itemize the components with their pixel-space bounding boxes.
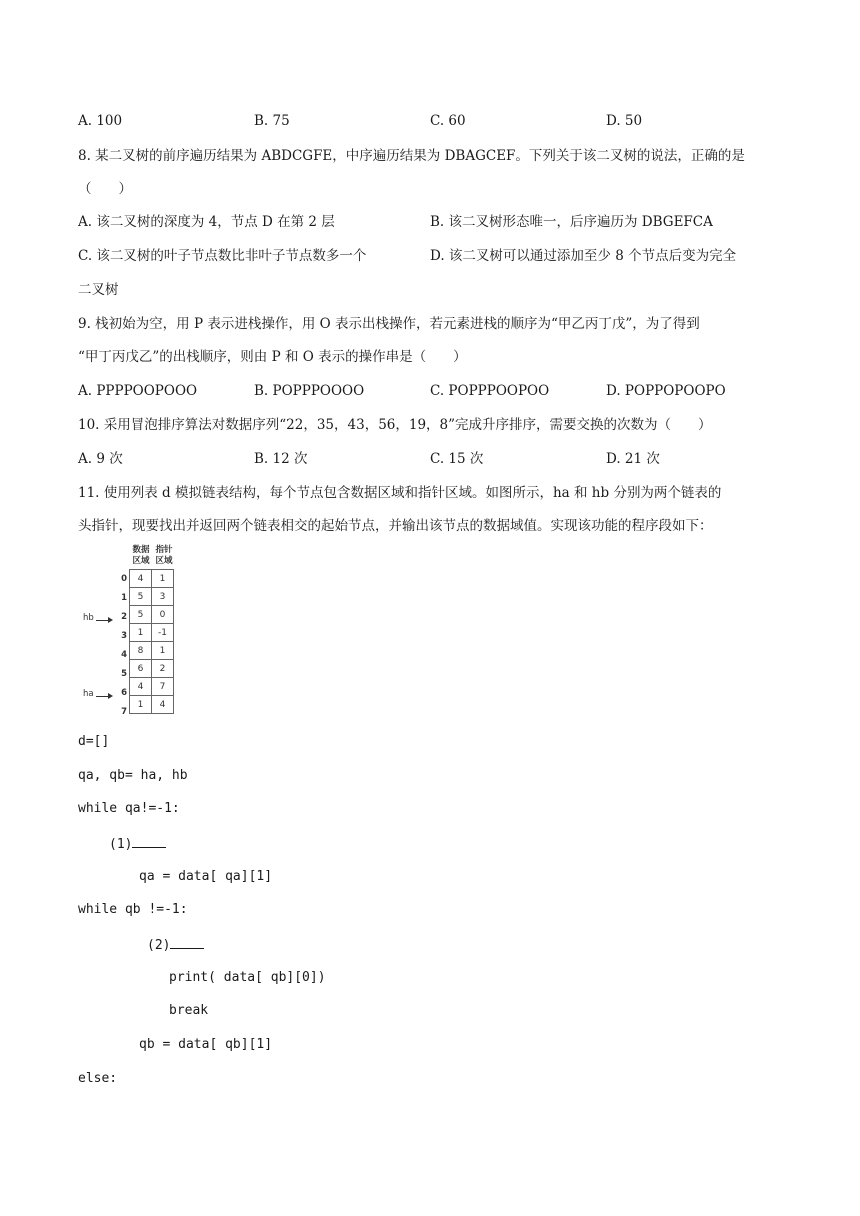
data-column-header-line-2: 区域 (132, 556, 150, 566)
q9-stem-line-2: “甲丁丙戊乙”的出栈顺序，则由 P 和 O 表示的操作串是（ ） (78, 349, 467, 365)
code-line: qa, qb= ha, hb (78, 768, 188, 783)
hb-arrow-icon (96, 620, 111, 621)
pointer-cell: 7 (152, 678, 174, 696)
q7-option-c: C. 60 (430, 113, 466, 129)
pointer-column-header-line-2: 区域 (155, 556, 173, 566)
table-row (130, 588, 174, 606)
table-row (130, 606, 174, 624)
data-cell: 1 (130, 696, 152, 714)
code-line: qb = data[ qb][1] (139, 1037, 273, 1052)
linked-list-table (129, 569, 174, 714)
blank-label-2: (2) (147, 938, 171, 953)
table-row (130, 678, 174, 696)
table-row (130, 570, 174, 588)
q9-option-b: B. POPPPOOOO (254, 383, 365, 399)
q10-option-c: C. 15 次 (430, 451, 484, 467)
data-cell: 1 (130, 624, 152, 642)
pointer-column-header (153, 545, 175, 567)
data-cell: 8 (130, 642, 152, 660)
code-line: qa = data[ qa][1] (139, 869, 273, 884)
table-row (130, 642, 174, 660)
code-line: print( data[ qb][0]) (169, 970, 326, 985)
code-line: d=[] (78, 734, 110, 749)
data-cell: 4 (130, 570, 152, 588)
q7-option-a: A. 100 (78, 113, 123, 129)
table-row (130, 624, 174, 642)
index-label: 0 (121, 574, 127, 584)
q11-stem-line-1: 11. 使用列表 d 模拟链表结构，每个节点包含数据区域和指针区域。如图所示，ha 和 hb 分别为两个链表的 (78, 485, 722, 501)
q7-option-d: D. 50 (606, 113, 643, 129)
data-cell: 6 (130, 660, 152, 678)
pointer-cell: -1 (152, 624, 174, 642)
pointer-cell: 1 (152, 570, 174, 588)
index-label: 6 (121, 688, 127, 698)
q10-option-b: B. 12 次 (254, 451, 308, 467)
index-label: 7 (121, 707, 127, 717)
ha-pointer-label: ha (83, 689, 94, 699)
code-blank-line-2 (147, 934, 204, 956)
index-label: 4 (121, 650, 127, 660)
q8-stem-line-2: （ ） (78, 181, 132, 197)
q9-option-a: A. PPPPOOPOOO (78, 383, 198, 399)
data-column-header-line-1: 数据 (132, 545, 150, 555)
index-label: 2 (121, 612, 127, 622)
q8-option-b: B. 该二叉树形态唯一，后序遍历为 DBGEFCA (430, 214, 713, 230)
data-cell: 5 (130, 606, 152, 624)
pointer-cell: 4 (152, 696, 174, 714)
q11-stem-line-2: 头指针，现要找出并返回两个链表相交的起始节点，并输出该节点的数据域值。实现该功能的程序段如下： (78, 518, 713, 534)
pointer-column-header-line-1: 指针 (155, 545, 173, 555)
table-row (130, 660, 174, 678)
pointer-cell: 0 (152, 606, 174, 624)
blank-label-1: (1) (109, 837, 133, 852)
q8-option-a: A. 该二叉树的深度为 4，节点 D 在第 2 层 (78, 214, 335, 230)
ha-arrow-icon (96, 696, 111, 697)
data-cell: 5 (130, 588, 152, 606)
pointer-cell: 3 (152, 588, 174, 606)
index-label: 1 (121, 593, 127, 603)
q8-option-d-continued: 二叉树 (78, 282, 119, 298)
index-label: 3 (121, 631, 127, 641)
code-line: while qa!=-1: (78, 801, 180, 816)
q9-option-d: D. POPPOPOOPO (606, 383, 726, 399)
q9-option-c: C. POPPPOOPOO (430, 383, 550, 399)
q8-option-d: D. 该二叉树可以通过添加至少 8 个节点后变为完全 (430, 248, 737, 264)
q8-option-c: C. 该二叉树的叶子节点数比非叶子节点数多一个 (78, 248, 367, 264)
data-cell: 4 (130, 678, 152, 696)
q9-stem-line-1: 9. 栈初始为空，用 P 表示进栈操作，用 O 表示出栈操作，若元素进栈的顺序为“甲乙丙丁戊”，为了得到 (78, 316, 700, 332)
code-line: while qb !=-1: (78, 902, 188, 917)
q8-stem-line-1: 8. 某二叉树的前序遍历结果为 ABDCGFE，中序遍历结果为 DBAGCEF。下列关于该二叉树的说法，正确的是 (78, 148, 745, 164)
data-column-header (130, 545, 152, 567)
q10-option-a: A. 9 次 (78, 451, 123, 467)
linked-list-figure (80, 543, 200, 725)
blank-2-underline (170, 934, 204, 949)
hb-pointer-label: hb (83, 613, 94, 623)
q7-option-b: B. 75 (254, 113, 290, 129)
index-label: 5 (121, 669, 127, 679)
pointer-cell: 2 (152, 660, 174, 678)
code-line: break (169, 1003, 209, 1018)
q10-option-d: D. 21 次 (606, 451, 660, 467)
blank-1-underline (132, 833, 166, 848)
code-line: else: (78, 1071, 118, 1086)
q10-stem: 10. 采用冒泡排序算法对数据序列“22，35，43，56，19，8”完成升序排序，需要交换的次数为（ ） (78, 417, 712, 433)
code-blank-line-1 (109, 833, 166, 855)
pointer-cell: 1 (152, 642, 174, 660)
table-row (130, 696, 174, 714)
